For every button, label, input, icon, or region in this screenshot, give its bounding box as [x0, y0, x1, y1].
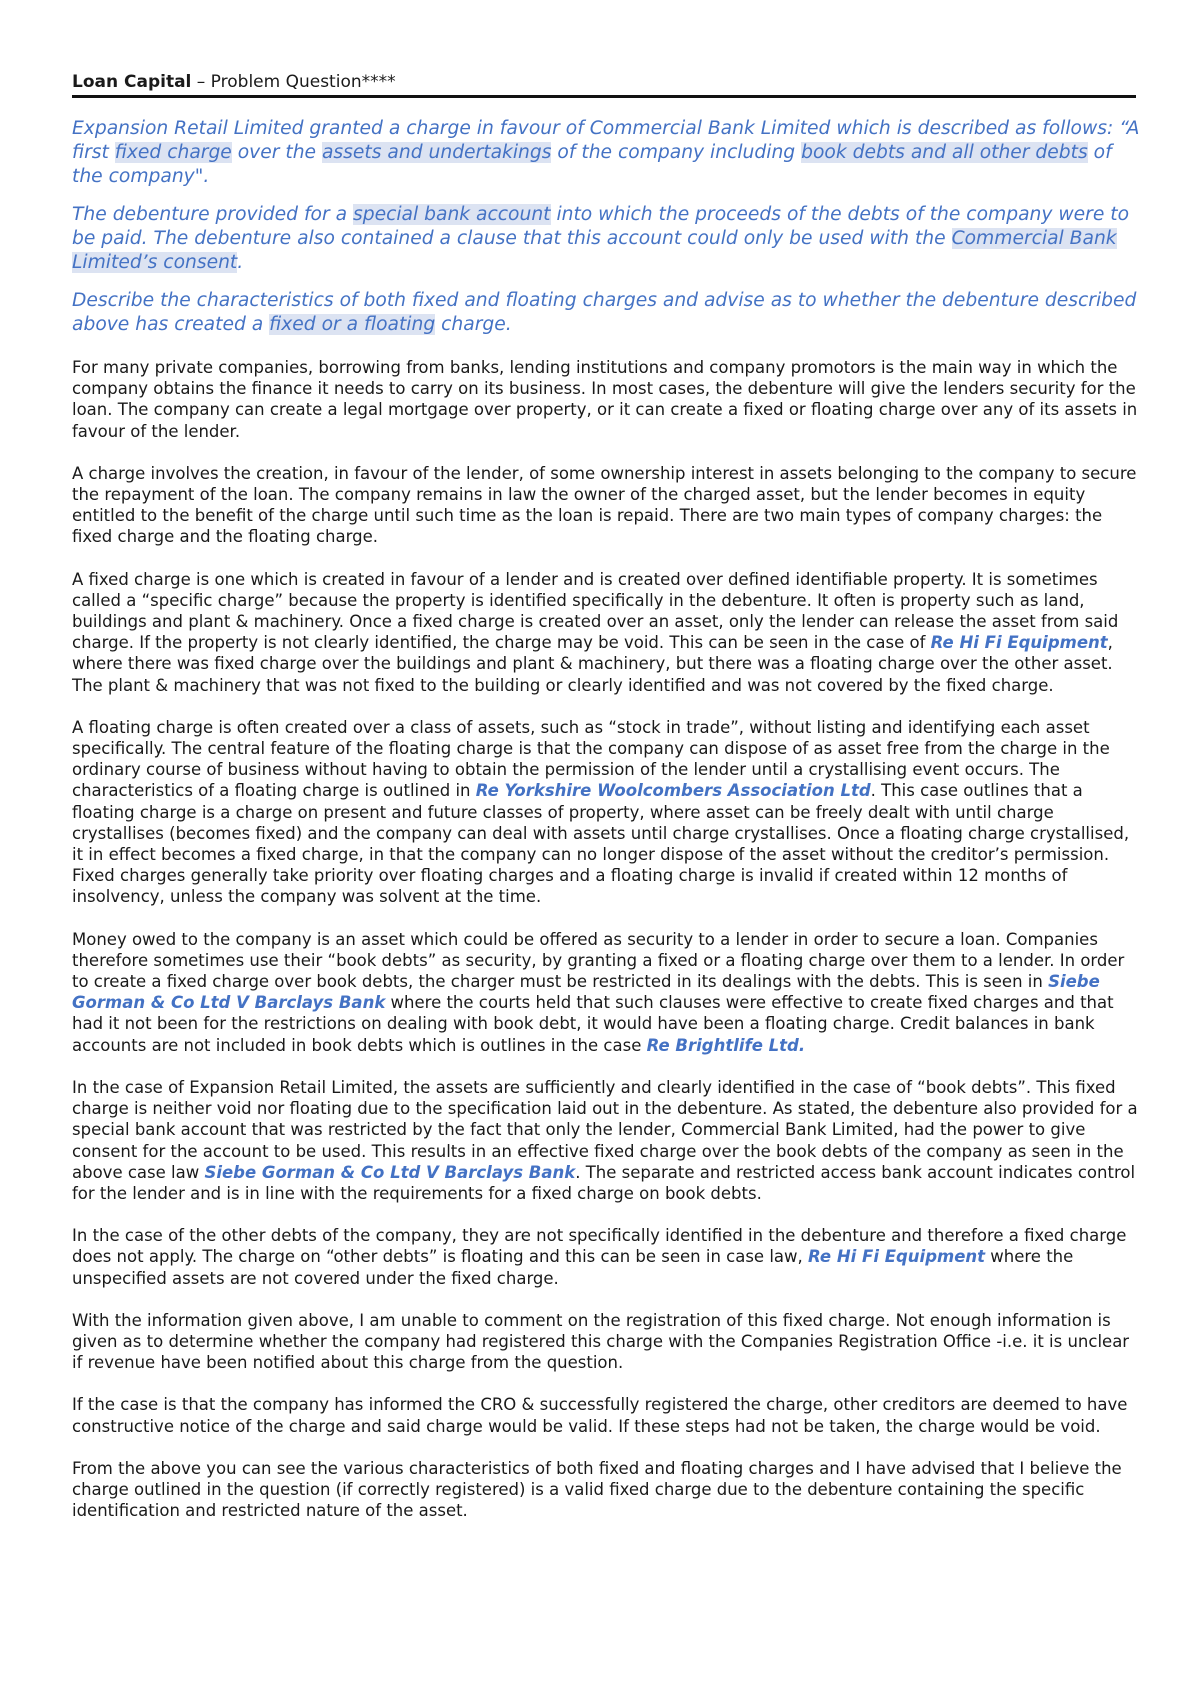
case-re-hi-fi-equipment: Re Hi Fi Equipment	[930, 633, 1108, 653]
page-header	[72, 71, 1136, 98]
q1-text-2: over the	[231, 142, 322, 163]
a5-text-2: where the courts held that such clauses were effective to create fixed charges and that had it not been for the restrictions on dealing with book debt, it would have been a floating charge. Credit balances in bank accounts are not included in book debts which is outlines in the case	[72, 993, 1114, 1055]
document-body	[72, 117, 1140, 1542]
question-paragraph-1	[72, 117, 1140, 189]
answer-paragraph-10: From the above you can see the various characteristics of both fixed and floating charges and I have advised that I believe the charge outlined in the question (if correctly registered) is a valid fixed charge due to the debenture containing the specific identification and restricted nature of the asset.	[72, 1458, 1122, 1521]
answer-paragraph-2: A charge involves the creation, in favour of the lender, of some ownership interest in assets belonging to the company to secure the repayment of the loan. The company remains in law the owner of the charged asset, but the lender becomes in equity entitled to the benefit of the charge until such time as the loan is repaid. There are two main types of company charges: the fixed charge and the floating charge.	[72, 463, 1137, 547]
q2-text-3: .	[237, 252, 244, 273]
case-siebe-gorman: Siebe Gorman & Co Ltd V Barclays Bank	[72, 972, 1100, 1013]
q1-highlight-fixed-charge: fixed charge	[114, 142, 232, 163]
a4-text-2: . This case outlines that a floating charge is a charge on present and future classes of property, where asset can be freely dealt with until charge crystallises (becomes fixed) and the company can deal with assets until charge crystallises. Once a floating charge crystallised, it in effect becomes a fixed charge, in that the company can no longer dispose of the asset without the creditor’s permission. Fixed charges generally take priority over floating charges and a floating charge is invalid if created within 12 months of insolvency, unless the company was solvent at the time.	[72, 781, 1130, 907]
a4-text-1: A floating charge is often created over a class of assets, such as “stock in trade”, without listing and identifying each asset specifically. The central feature of the floating charge is that the company can dispose of as asset free from the charge in the ordinary course of business without having to obtain the permission of the lender until a crystallising event occurs. The characteristics of a floating charge is outlined in	[72, 717, 1110, 801]
q2-highlight-consent: Commercial Bank Limited’s consent	[72, 228, 1117, 273]
a6-text-2: . The separate and restricted access bank account indicates control for the lender and is in line with the requirements for a fixed charge on book debts.	[72, 1162, 1136, 1203]
answer-paragraph-7	[72, 1225, 1140, 1289]
case-re-yorkshire-woolcombers: Re Yorkshire Woolcombers Association Ltd	[475, 781, 871, 801]
q1-highlight-assets: assets and undertakings	[321, 142, 552, 163]
a3-text-2: , where there was fixed charge over the buildings and plant & machinery, but there was a floating charge over the other asset. The plant & machinery that was not fixed to the building or clearly identified and was not covered by the fixed charge.	[72, 633, 1113, 695]
q2-text-2: into which the proceeds of the debts of the company were to be paid. The debenture also contained a clause that this account could only be used with the	[72, 204, 1130, 249]
case-re-brightlife: Re Brightlife Ltd.	[646, 1035, 806, 1055]
q2-text-1: The debenture provided for a	[72, 204, 353, 225]
q1-highlight-book-debts: book debts and all other debts	[801, 142, 1088, 163]
answer-paragraph-9: If the case is that the company has informed the CRO & successfully registered the charge, other creditors are deemed to have constructive notice of the charge and said charge would be valid. If these steps had not be taken, the charge would be void.	[72, 1395, 1128, 1436]
question-paragraph-2	[72, 203, 1140, 275]
q1-text-1: Expansion Retail Limited granted a charge in favour of Commercial Bank Limited which is described as follows: “A first	[72, 118, 1140, 163]
answer-paragraph-4	[72, 717, 1140, 908]
answer-paragraph-1: For many private companies, borrowing from banks, lending institutions and company promotors is the main way in which the company obtains the finance it needs to carry on its business. In most cases, the debenture will give the lenders security for the loan. The company can create a legal mortgage over property, or it can create a fixed or floating charge over any of its assets in favour of the lender.	[72, 358, 1138, 441]
a3-text-1: A fixed charge is one which is created in favour of a lender and is created over defined identifiable property. It is sometimes called a “specific charge” because the property is identified specifically in the debenture. It often is property such as land, buildings and plant & machinery. Once a fixed charge is created over an asset, only the lender can release the asset from said charge. If the property is not clearly identified, the charge may be void. This can be seen in the case of	[72, 569, 1119, 653]
q1-text-3: of the company including	[551, 142, 802, 163]
question-paragraph-3	[72, 289, 1140, 337]
case-siebe-gorman-2: Siebe Gorman & Co Ltd V Barclays Bank	[204, 1162, 576, 1182]
q1-text-4: of the company".	[72, 142, 1112, 187]
q2-highlight-bank-account: special bank account	[352, 204, 551, 225]
header-title-rest: – Problem Question****	[191, 72, 396, 92]
answer-paragraph-5	[72, 929, 1140, 1056]
q3-text-2: charge.	[435, 314, 512, 335]
a7-text-1: In the case of the other debts of the company, they are not specifically identified in the debenture and therefore a fixed charge does not apply. The charge on “other debts” is floating and this can be seen in case law,	[72, 1226, 1127, 1267]
answer-paragraph-8: With the information given above, I am unable to comment on the registration of this fixed charge. Not enough information is given as to determine whether the company had registered this charge with the Companies Registration Office -i.e. it is unclear if revenue have been notified about this charge from the question.	[72, 1310, 1130, 1373]
a6-text-1: In the case of Expansion Retail Limited, the assets are sufficiently and clearly identified in the case of “book debts”. This fixed charge is neither void nor floating due to the specification laid out in the debenture. As stated, the debenture also provided for a special bank account that was restricted by the fact that only the lender, Commercial Bank Limited, had the power to give consent for the account to be used. This results in an effective fixed charge over the book debts of the company as seen in the above case law	[72, 1077, 1138, 1182]
header-title-bold: Loan Capital	[72, 72, 192, 92]
q3-text-1: Describe the characteristics of both fixed and floating charges and advise as to whether the debenture described above has created a	[72, 290, 1137, 335]
a7-text-2: where the unspecified assets are not covered under the fixed charge.	[72, 1247, 1074, 1288]
answer-paragraph-3	[72, 569, 1140, 696]
q3-highlight-fixed-floating: fixed or a floating	[269, 314, 436, 335]
a5-text-1: Money owed to the company is an asset which could be offered as security to a lender in order to secure a loan. Companies therefore sometimes use their “book debts” as security, by granting a fixed or a floating charge over them to a lender. In order to create a fixed charge over book debts, the charger must be restricted in its dealings with the debts. This is seen in	[72, 929, 1125, 992]
case-re-hi-fi-equipment-2: Re Hi Fi Equipment	[808, 1247, 986, 1267]
answer-paragraph-6	[72, 1077, 1140, 1204]
